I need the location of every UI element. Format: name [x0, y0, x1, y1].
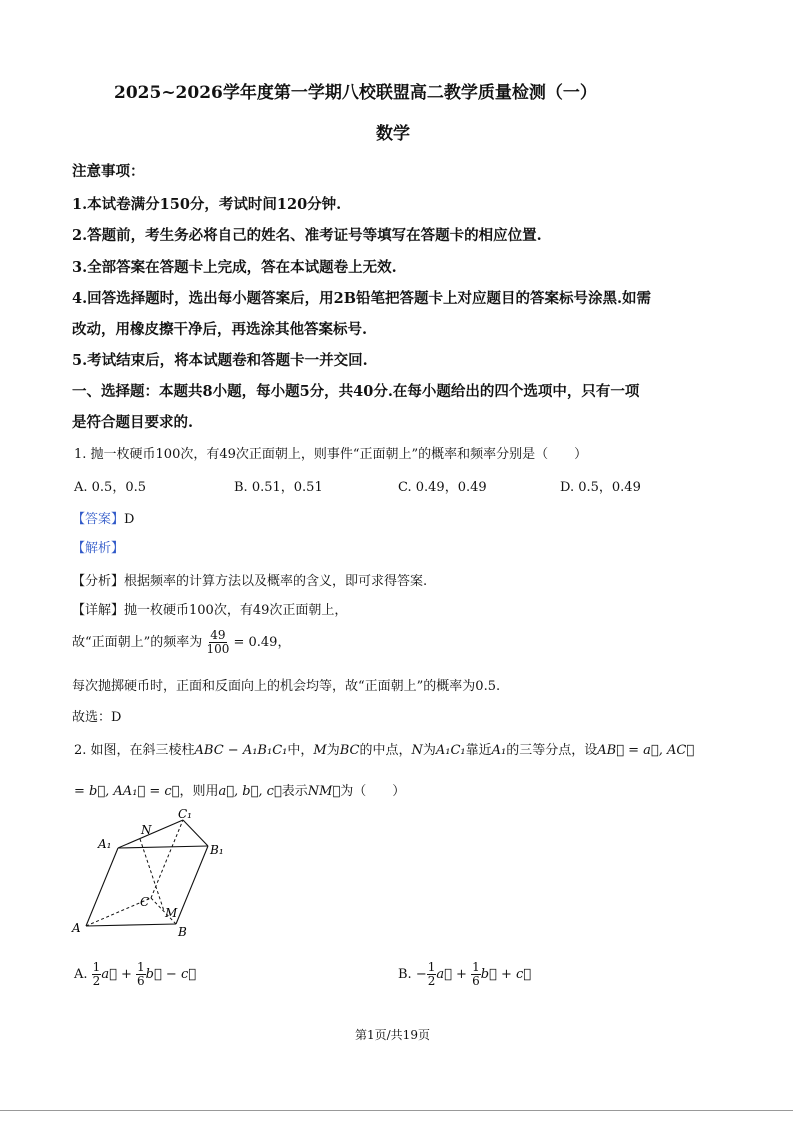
page-number: 第1页/共19页 [355, 1028, 430, 1042]
q1-answer: D [124, 512, 135, 527]
q1-option-a: A. 0.5，0.5 [74, 480, 147, 495]
notice-item-4: 4.回答选择题时，选出每小题答案后，用2B铅笔把答题卡上对应题目的答案标号涂黑.如需 [72, 290, 652, 307]
q2-option-a [74, 960, 196, 990]
q1-prob-line: 每次抛掷硬币时，正面和反面向上的机会均等，故“正面朝上”的概率为0.5. [72, 679, 501, 694]
q1-option-b: B. 0.51，0.51 [234, 480, 323, 495]
label-a1: A₁ [98, 837, 112, 851]
q2-vec-abc: a⃗, b⃗, c⃗ [218, 784, 282, 799]
q1-fenxi-line [72, 570, 427, 589]
q1-fenxi: 根据频率的计算方法以及概率的含义，即可求得答案. [124, 574, 428, 589]
subject-title: 数学 [376, 124, 410, 144]
prism-figure [68, 808, 238, 940]
den: 6 [472, 974, 480, 988]
q1-detail-line [72, 599, 347, 618]
frac-half [92, 961, 102, 988]
notice-item-2: 2.答题前，考生务必将自己的姓名、准考证号等填写在答题卡的相应位置. [72, 227, 542, 244]
q2-vec-ab: AB⃗ = a⃗, AC⃗ [597, 743, 695, 758]
q2-seg-a1c1: A₁C₁ [435, 743, 466, 758]
q2-prism: ABC − A₁B₁C₁ [194, 743, 288, 758]
exam-title: 2025~2026学年度第一学期八校联盟高二教学质量检测（一） [114, 83, 597, 103]
q2-option-a-label: A. [74, 967, 88, 982]
freq-denominator: 100 [206, 642, 230, 656]
q2-text-3: 为 [326, 743, 340, 758]
num: 1 [427, 960, 436, 974]
term-a: a⃗ + [101, 967, 132, 982]
frac-sixth [471, 961, 481, 988]
q2-stem-line1 [74, 739, 694, 758]
q1-choose: 故选：D [72, 710, 122, 725]
edge-b1b [176, 846, 208, 924]
label-a: A [72, 921, 81, 935]
den: 6 [137, 974, 145, 988]
num: 1 [92, 960, 101, 974]
q2-text-6: 靠近 [465, 743, 492, 758]
q2-text-10: 为（ ） [340, 784, 406, 799]
q1-stem: 1. 抛一枚硬币100次，有49次正面朝上，则事件“正面朝上”的概率和频率分别是（ ） [74, 447, 588, 462]
q2-text-4: 的中点， [359, 743, 412, 758]
q2-text-2: 中， [287, 743, 314, 758]
q2-seg-bc: BC [339, 743, 360, 758]
term-b-c: b⃗ − c⃗ [145, 967, 197, 982]
q2-text-8: ，则用 [179, 784, 219, 799]
section-heading-line1: 一、选择题：本题共8小题，每小题5分，共40分.在每小题给出的四个选项中，只有一项 [72, 383, 640, 400]
q2-text-9: 表示 [281, 784, 308, 799]
q2-vec-defs: = b⃗, AA₁⃗ = c⃗ [74, 784, 180, 799]
edge-a1b1 [118, 846, 208, 848]
q1-detail: 抛一枚硬币100次，有49次正面朝上， [124, 603, 348, 618]
answer-tag: 【答案】 [72, 512, 125, 527]
edge-ab [86, 924, 176, 926]
minus-sign: − [415, 967, 427, 982]
q2-stem-line2 [74, 780, 405, 799]
q2-option-b-label: B. [398, 967, 412, 982]
notice-heading: 注意事项： [72, 163, 145, 180]
page-divider [0, 1110, 793, 1111]
notice-item-5: 5.考试结束后，将本试题卷和答题卡一并交回. [72, 352, 368, 369]
q1-option-c: C. 0.49，0.49 [398, 480, 487, 495]
q2-point-m: M [313, 743, 327, 758]
num: 1 [137, 960, 145, 974]
q2-option-b [398, 960, 531, 990]
label-n: N [141, 823, 152, 837]
detail-tag: 【详解】 [72, 603, 125, 618]
q2-vec-nm: NM⃗ [307, 784, 341, 799]
q1-option-d: D. 0.5，0.49 [560, 480, 641, 495]
q2-text-5: 为 [422, 743, 436, 758]
section-heading-line2: 是符合题目要求的. [72, 414, 194, 431]
frac-sixth [136, 961, 146, 988]
q2-point-a1: A₁ [491, 743, 507, 758]
den: 2 [427, 974, 436, 988]
notice-item-3: 3.全部答案在答题卡上完成，答在本试题卷上无效. [72, 259, 397, 276]
q2-text-7: 的三等分点，设 [506, 743, 598, 758]
label-m: M [165, 906, 178, 920]
num: 1 [472, 960, 480, 974]
term-b-c: b⃗ + c⃗ [480, 967, 532, 982]
freq-numerator: 49 [210, 628, 226, 642]
label-b1: B₁ [210, 843, 224, 857]
den: 2 [92, 974, 101, 988]
freq-result: = 0.49， [233, 635, 291, 650]
q1-answer-line [72, 508, 134, 527]
analysis-tag: 【解析】 [72, 541, 125, 556]
label-c1: C₁ [178, 808, 192, 821]
freq-fraction [206, 629, 229, 656]
q2-text-1: 2. 如图，在斜三棱柱 [74, 743, 195, 758]
notice-item-4-cont: 改动，用橡皮擦干净后，再选涂其他答案标号. [72, 321, 368, 338]
edge-c1b1 [183, 820, 208, 846]
label-b: B [178, 925, 187, 939]
q2-point-n: N [411, 743, 423, 758]
label-c: C [140, 895, 150, 909]
freq-prefix: 故“正面朝上”的频率为 [72, 635, 203, 650]
term-a: a⃗ + [436, 967, 467, 982]
notice-item-1: 1.本试卷满分150分，考试时间120分钟. [72, 196, 342, 213]
q1-frequency-line [72, 628, 290, 658]
fenxi-tag: 【分析】 [72, 574, 125, 589]
frac-half [427, 961, 437, 988]
